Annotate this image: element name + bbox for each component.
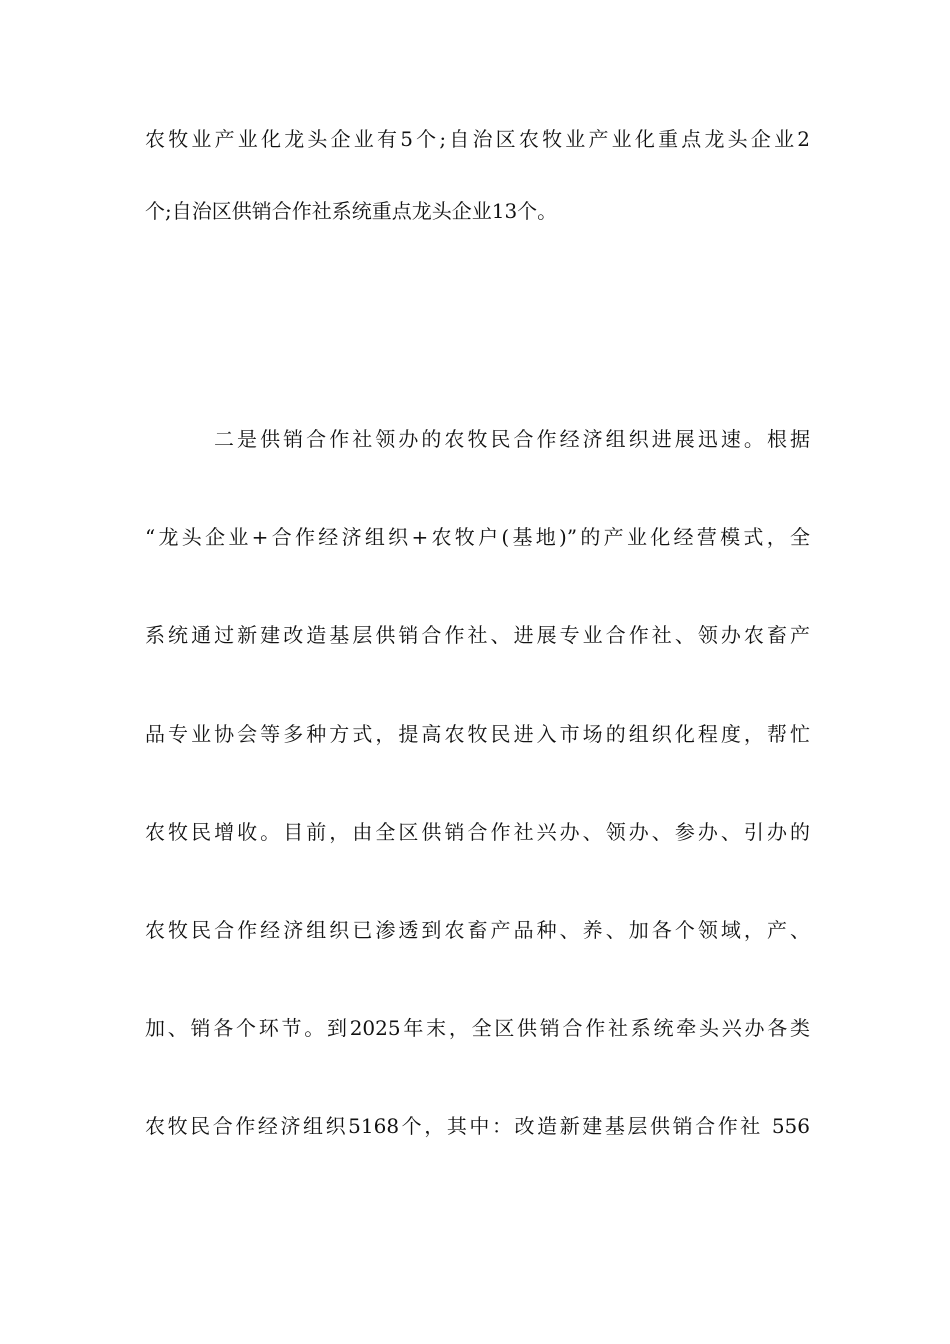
text-line: 个;自治区供销合作社系统重点龙头企业13个。	[145, 199, 558, 223]
text-line: 系统通过新建改造基层供销合作社、进展专业合作社、领办农畜产	[145, 623, 810, 647]
text-line: “龙头企业+合作经济组织+农牧户(基地)”的产业化经营模式，全	[145, 525, 810, 549]
text-line: 二是供销合作社领办的农牧民合作经济组织进展迅速。根据	[214, 427, 810, 451]
text-line: 农牧民合作经济组织已渗透到农畜产品种、养、加各个领域，产、	[145, 918, 810, 942]
text-line: 加、销各个环节。到2025年末，全区供销合作社系统牵头兴办各类	[145, 1016, 810, 1040]
text-line: 农牧民合作经济组织5168个，其中：改造新建基层供销合作社 556	[145, 1114, 810, 1138]
text-line: 农牧业产业化龙头企业有5个;自治区农牧业产业化重点龙头企业2	[145, 127, 810, 151]
text-line: 农牧民增收。目前，由全区供销合作社兴办、领办、参办、引办的	[145, 820, 810, 844]
text-line: 品专业协会等多种方式，提高农牧民进入市场的组织化程度，帮忙	[145, 722, 810, 746]
